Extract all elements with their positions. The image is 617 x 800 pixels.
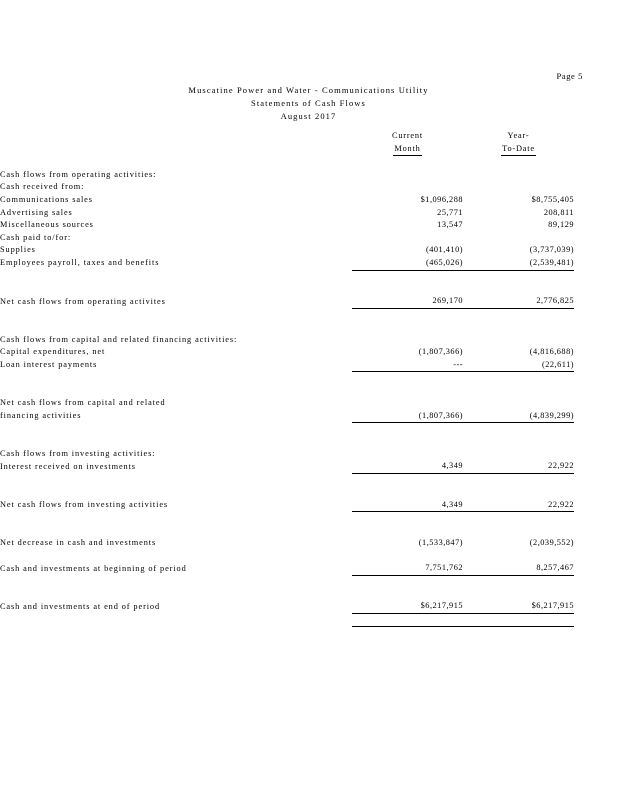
rule-row xyxy=(0,423,617,436)
rule-row xyxy=(0,308,617,321)
row-value-current-month: --- xyxy=(453,359,463,369)
document-title-line-1: Muscatine Power and Water - Communications Utility xyxy=(188,85,429,95)
row-label: Net cash flows from investing activities xyxy=(0,500,169,510)
row-pad xyxy=(574,499,617,512)
spacer-row xyxy=(0,283,617,296)
statement-row xyxy=(0,295,617,308)
row-pad xyxy=(574,334,617,347)
spacer-row xyxy=(0,156,617,169)
row-pad xyxy=(574,207,617,220)
row-value-current-month: (1,807,366) xyxy=(418,347,463,357)
statement-row xyxy=(0,181,617,194)
row-label: Interest received on investments xyxy=(0,461,136,471)
row-pad xyxy=(574,346,617,359)
rule-row xyxy=(0,372,617,385)
row-label: Cash flows from investing activities: xyxy=(0,448,156,458)
statement-row xyxy=(0,359,617,372)
row-value-year-to-date xyxy=(463,448,574,461)
row-value-year-to-date xyxy=(463,181,574,194)
spacer-row xyxy=(0,588,617,601)
single-rule xyxy=(352,423,463,436)
row-value-year-to-date: (4,816,688) xyxy=(529,347,574,357)
spacer-row xyxy=(0,524,617,537)
row-value-year-to-date: (2,039,552) xyxy=(529,538,574,547)
row-value-current-month xyxy=(352,448,463,461)
row-value-current-month xyxy=(352,397,463,410)
row-value-current-month: (1,807,366) xyxy=(418,410,463,420)
column-header-row-1 xyxy=(0,130,617,143)
spacer-row xyxy=(0,550,617,563)
single-rule xyxy=(352,512,463,525)
statement-row xyxy=(0,257,617,270)
row-label: Cash received from: xyxy=(0,182,85,192)
statement-row xyxy=(0,537,617,550)
statement-row xyxy=(0,410,617,423)
rule-row xyxy=(0,614,617,627)
statement-row xyxy=(0,244,617,257)
row-value-year-to-date: 8,257,467 xyxy=(536,563,574,573)
row-pad xyxy=(574,194,617,207)
column-header-ytd-line2: To-Date xyxy=(463,143,574,157)
row-pad xyxy=(574,219,617,232)
statement-row xyxy=(0,460,617,473)
cash-flow-statement-table xyxy=(0,130,617,627)
rule-row xyxy=(0,575,617,588)
row-label: Net cash flows from capital and related xyxy=(0,397,166,407)
single-rule xyxy=(352,270,463,283)
row-label: Cash paid to/for: xyxy=(0,232,72,242)
row-value-current-month xyxy=(352,181,463,194)
column-header-row-2 xyxy=(0,143,617,157)
row-value-year-to-date: (4,839,299) xyxy=(529,410,574,420)
row-value-year-to-date: (22,611) xyxy=(541,359,574,369)
document-title-line-2: Statements of Cash Flows xyxy=(251,98,366,108)
row-label: Loan interest payments xyxy=(0,360,98,370)
row-value-year-to-date xyxy=(463,169,574,182)
spacer-row xyxy=(0,435,617,448)
single-rule xyxy=(463,372,574,385)
row-value-current-month xyxy=(352,232,463,245)
statement-row xyxy=(0,232,617,245)
row-pad xyxy=(574,410,617,423)
row-value-current-month: 7,751,762 xyxy=(425,563,463,573)
rule-row xyxy=(0,474,617,487)
column-header-current-line2: Month xyxy=(352,143,463,157)
single-rule xyxy=(463,270,574,283)
single-rule xyxy=(352,575,463,588)
row-value-current-month: $1,096,288 xyxy=(420,194,463,204)
row-value-year-to-date: 208,811 xyxy=(543,207,574,217)
row-value-year-to-date: $8,755,405 xyxy=(531,194,574,204)
single-rule xyxy=(463,423,574,436)
row-pad xyxy=(574,169,617,182)
page-number: Page 5 xyxy=(556,71,583,81)
row-value-year-to-date: (3,737,039) xyxy=(529,245,574,255)
rule-row xyxy=(0,270,617,283)
single-rule xyxy=(463,575,574,588)
spacer-row xyxy=(0,321,617,334)
statement-row xyxy=(0,194,617,207)
statement-row xyxy=(0,600,617,613)
statement-row xyxy=(0,448,617,461)
row-value-current-month xyxy=(352,169,463,182)
row-label: Capital expenditures, net xyxy=(0,347,106,357)
row-value-year-to-date xyxy=(463,334,574,347)
row-pad xyxy=(574,460,617,473)
row-label: Communications sales xyxy=(0,194,93,204)
row-value-current-month: (465,026) xyxy=(426,257,463,267)
row-pad xyxy=(574,537,617,550)
statement-row xyxy=(0,499,617,512)
single-rule xyxy=(352,372,463,385)
row-pad xyxy=(574,232,617,245)
row-pad xyxy=(574,397,617,410)
row-value-current-month: (401,410) xyxy=(426,245,463,255)
rule-row xyxy=(0,512,617,525)
single-rule xyxy=(352,474,463,487)
single-rule xyxy=(463,512,574,525)
row-pad xyxy=(574,562,617,575)
row-pad xyxy=(574,181,617,194)
statement-row xyxy=(0,207,617,220)
row-pad xyxy=(574,600,617,613)
row-value-current-month: 4,349 xyxy=(441,461,463,471)
row-label: Employees payroll, taxes and benefits xyxy=(0,258,160,268)
single-rule xyxy=(463,474,574,487)
row-value-year-to-date: 2,776,825 xyxy=(536,296,574,306)
row-label: financing activities xyxy=(0,411,82,421)
row-label: Advertising sales xyxy=(0,207,73,217)
row-value-year-to-date: 89,129 xyxy=(548,220,574,230)
row-value-year-to-date: $6,217,915 xyxy=(531,601,574,611)
row-label: Cash and investments at end of period xyxy=(0,601,161,611)
row-pad xyxy=(574,359,617,372)
row-value-current-month: 4,349 xyxy=(441,499,463,509)
row-value-year-to-date: (2,539,481) xyxy=(529,257,574,267)
spacer-row xyxy=(0,384,617,397)
row-pad xyxy=(574,257,617,270)
statement-row xyxy=(0,346,617,359)
row-pad xyxy=(574,244,617,257)
statement-row xyxy=(0,397,617,410)
row-label: Cash flows from operating activities: xyxy=(0,169,157,179)
statement-row xyxy=(0,219,617,232)
row-value-current-month: (1,533,847) xyxy=(418,538,463,547)
row-value-current-month: 269,170 xyxy=(432,296,463,306)
statement-row xyxy=(0,334,617,347)
row-label: Supplies xyxy=(0,245,36,255)
row-value-year-to-date xyxy=(463,232,574,245)
column-header-current-line1: Current xyxy=(392,131,423,140)
row-label: Cash flows from capital and related financing activities: xyxy=(0,334,238,344)
row-value-year-to-date: 22,922 xyxy=(548,461,574,471)
row-value-current-month xyxy=(352,334,463,347)
column-header-ytd-line1: Year- xyxy=(507,131,530,140)
row-value-current-month: 25,771 xyxy=(437,207,463,217)
double-rule xyxy=(352,614,463,627)
document-header xyxy=(0,84,617,123)
spacer-row xyxy=(0,486,617,499)
statement-row xyxy=(0,169,617,182)
single-rule xyxy=(463,308,574,321)
row-value-current-month: $6,217,915 xyxy=(420,601,463,611)
double-rule xyxy=(463,614,574,627)
row-pad xyxy=(574,295,617,308)
row-label: Net cash flows from operating activites xyxy=(0,296,166,306)
statement-row xyxy=(0,562,617,575)
row-value-year-to-date xyxy=(463,397,574,410)
row-label: Miscellaneous sources xyxy=(0,220,94,230)
row-pad xyxy=(574,448,617,461)
document-title-line-3: August 2017 xyxy=(280,111,337,121)
row-label: Cash and investments at beginning of period xyxy=(0,563,187,573)
single-rule xyxy=(352,308,463,321)
row-value-year-to-date: 22,922 xyxy=(548,499,574,509)
row-value-current-month: 13,547 xyxy=(437,220,463,230)
row-label: Net decrease in cash and investments xyxy=(0,538,157,547)
